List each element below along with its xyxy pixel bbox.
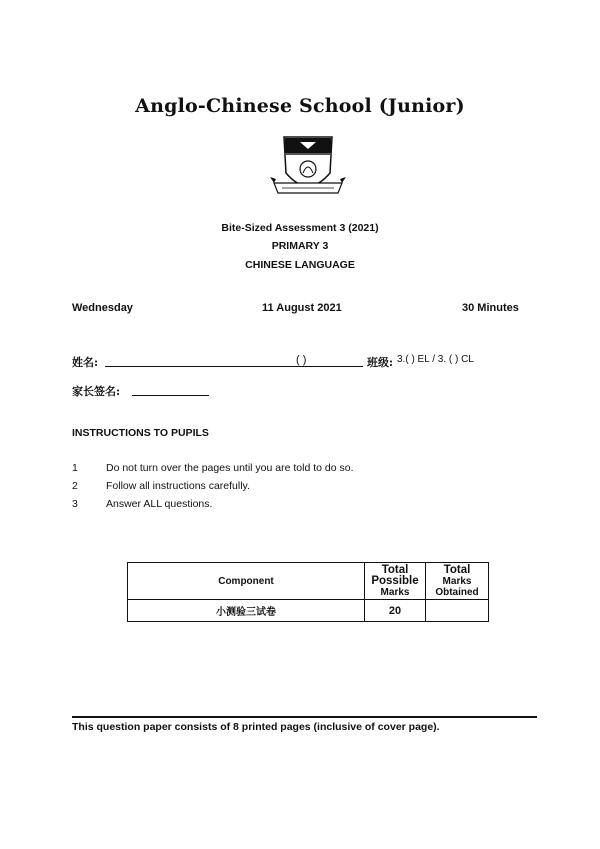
instruction-text: Follow all instructions carefully. [106,480,250,492]
subject-title: CHINESE LANGUAGE [245,259,355,271]
name-field[interactable] [105,366,363,367]
assessment-title: Bite-Sized Assessment 3 (2021) [221,222,379,234]
instruction-text: Answer ALL questions. [106,498,213,510]
instruction-number: 3 [72,498,78,510]
instruction-number: 2 [72,480,78,492]
school-crest-icon [270,133,346,203]
signature-label: 家长签名: [72,385,121,398]
level-title: PRIMARY 3 [271,240,329,252]
index-number-field[interactable]: ( ) [296,354,307,366]
footer-divider [72,716,537,718]
header-total-possible-marks: Total Possible Marks [365,563,426,600]
instruction-text: Do not turn over the pages until you are told to do so. [106,462,354,474]
school-name: Anglo-Chinese School (Junior) [135,95,465,117]
possible-marks-cell: 20 [365,600,426,622]
footer-note: This question paper consists of 8 printed pages (inclusive of cover page). [72,721,440,733]
instruction-number: 1 [72,462,78,474]
signature-field[interactable] [132,395,209,396]
parent-signature-row [72,383,272,399]
exam-day: Wednesday [72,302,133,314]
table-row [128,600,489,622]
marks-table [127,562,489,622]
header-component: Component [128,563,365,600]
class-field[interactable]: 3.( ) EL / 3. ( ) CL [397,354,474,365]
name-label: 姓名: [72,356,99,369]
header-total-marks-obtained: Total Marks Obtained [426,563,489,600]
component-cell: 小测验三试卷 [128,600,365,622]
class-label: 班级: [367,356,394,369]
exam-duration: 30 Minutes [462,302,519,314]
obtained-marks-cell[interactable] [426,600,489,622]
instructions-heading: INSTRUCTIONS TO PUPILS [72,427,209,439]
student-name-row [72,354,542,370]
exam-date: 11 August 2021 [262,302,342,314]
